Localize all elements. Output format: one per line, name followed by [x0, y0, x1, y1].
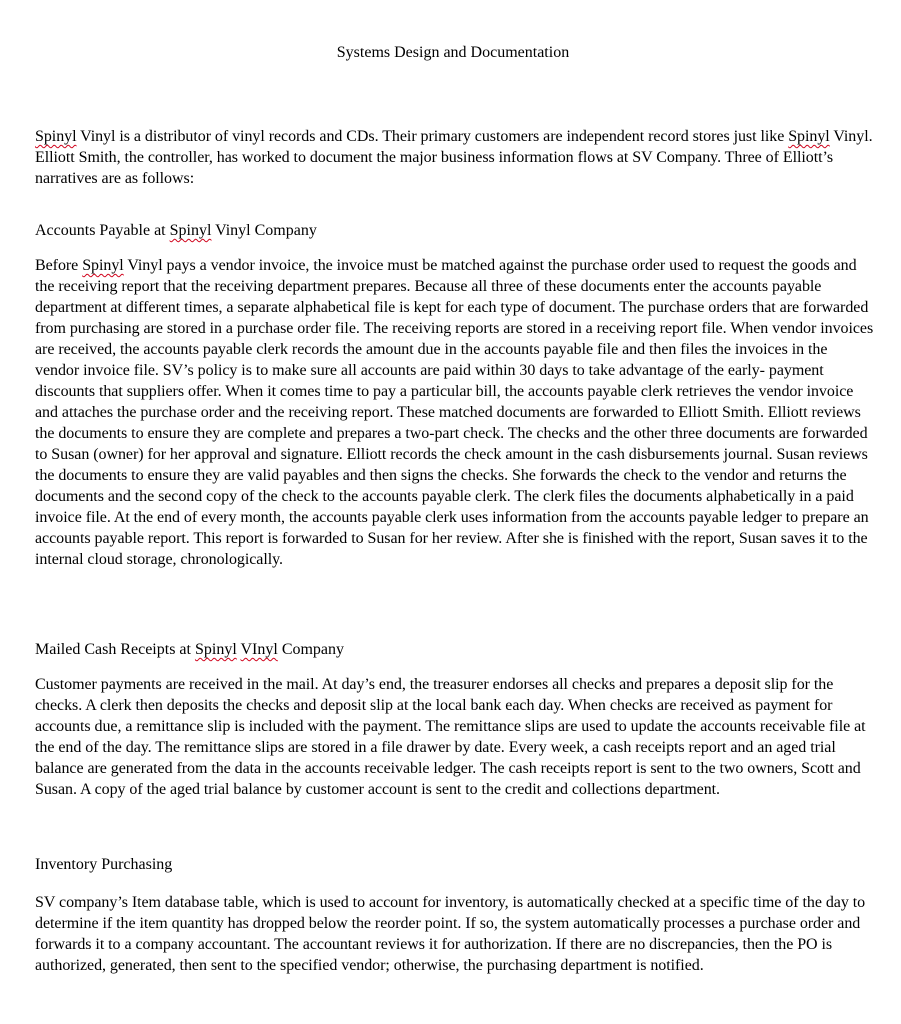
- heading-text: Company: [277, 641, 345, 658]
- accounts-payable-heading: [35, 220, 317, 241]
- paragraph-text: Before: [35, 257, 83, 274]
- paragraph-text: Vinyl pays a vendor invoice, the invoice must be matched against the purchase order used to request the goods and the receiving report that the receiving department prepares. Because all three of these documents enter the accounts payable department at different times, a separate alphabetical file is kept for each type of document. The purchase orders that are forwarded from purchasing are stored in a purchase order file. The receiving reports are stored in a receiving report file. When vendor invoices are received, the accounts payable clerk records the amount due in the accounts payable file and then files the invoices in the vendor invoice file. SV’s policy is to make sure all accounts are paid within 30 days to take advantage of the early- payment discounts that suppliers offer. When it comes time to pay a particular bill, the accounts payable clerk retrieves the vendor invoice and attaches the purchase order and the receiving report. These matched documents are forwarded to Elliott Smith. Elliott reviews the documents to ensure they are complete and prepares a two-part check. The checks and the other three documents are forwarded to Susan (owner) for her approval and signature. Elliott records the check amount in the cash disbursements journal. Susan reviews the documents to ensure they are valid payables and then signs the checks. She forwards the check to the vendor and returns the documents and the second copy of the check to the accounts payable clerk. The clerk files the documents alphabetically in a paid invoice file. At the end of every month, the accounts payable clerk uses information from the accounts payable ledger to prepare an accounts payable report. This report is forwarded to Susan for her review. After she is finished with the report, Susan saves it to the internal cloud storage, chronologically.: [35, 257, 874, 568]
- misspelled-word[interactable]: Spinyl: [788, 128, 830, 145]
- misspelled-word[interactable]: Spinyl: [194, 641, 237, 658]
- intro-text-1: Vinyl is a distributor of vinyl records and CDs. Their primary customers are independent record stores just like: [76, 128, 789, 145]
- heading-text: Mailed Cash Receipts at: [35, 641, 195, 658]
- mailed-cash-receipts-paragraph: Customer payments are received in the mail. At day’s end, the treasurer endorses all checks and prepares a deposit slip for the checks. A clerk then deposits the checks and deposit slip at the local bank each day. When checks are received as payment for accounts due, a remittance slip is included with the payment. The remittance slips are used to update the accounts receivable file at the end of the day. The remittance slips are stored in a file drawer by date. Every week, a cash receipts report and an aged trial balance are generated from the data in the accounts receivable ledger. The cash receipts report is sent to the two owners, Scott and Susan. A copy of the aged trial balance by customer account is sent to the credit and collections department.: [35, 676, 866, 798]
- misspelled-word[interactable]: Spinyl: [169, 222, 212, 239]
- heading-text: Vinyl Company: [211, 222, 317, 239]
- inventory-purchasing-heading: Inventory Purchasing: [35, 856, 173, 873]
- intro-paragraph: [35, 126, 875, 189]
- accounts-payable-paragraph: [35, 255, 875, 570]
- misspelled-word[interactable]: VInyl: [240, 641, 278, 658]
- inventory-purchasing-paragraph: SV company’s Item database table, which is used to account for inventory, is automatically checked at a specific time of the day to determine if the item quantity has dropped below the reorder point. If so, the system automatically processes a purchase order and forwards it to a company accountant. The accountant reviews it for authorization. If there are no discrepancies, then the PO is authorized, generated, then sent to the specified vendor; otherwise, the purchasing department is notified.: [35, 894, 866, 974]
- heading-text: Accounts Payable at: [35, 222, 170, 239]
- document-title: Systems Design and Documentation: [336, 44, 570, 61]
- misspelled-word[interactable]: Spinyl: [82, 257, 124, 274]
- misspelled-word[interactable]: Spinyl: [35, 128, 77, 145]
- intro-text-2: Vinyl. Elliott Smith, the controller, has worked to document the major business information flows at SV Company. Three of Elliott’s narratives are as follows:: [35, 128, 873, 187]
- mailed-cash-receipts-heading: [35, 639, 344, 660]
